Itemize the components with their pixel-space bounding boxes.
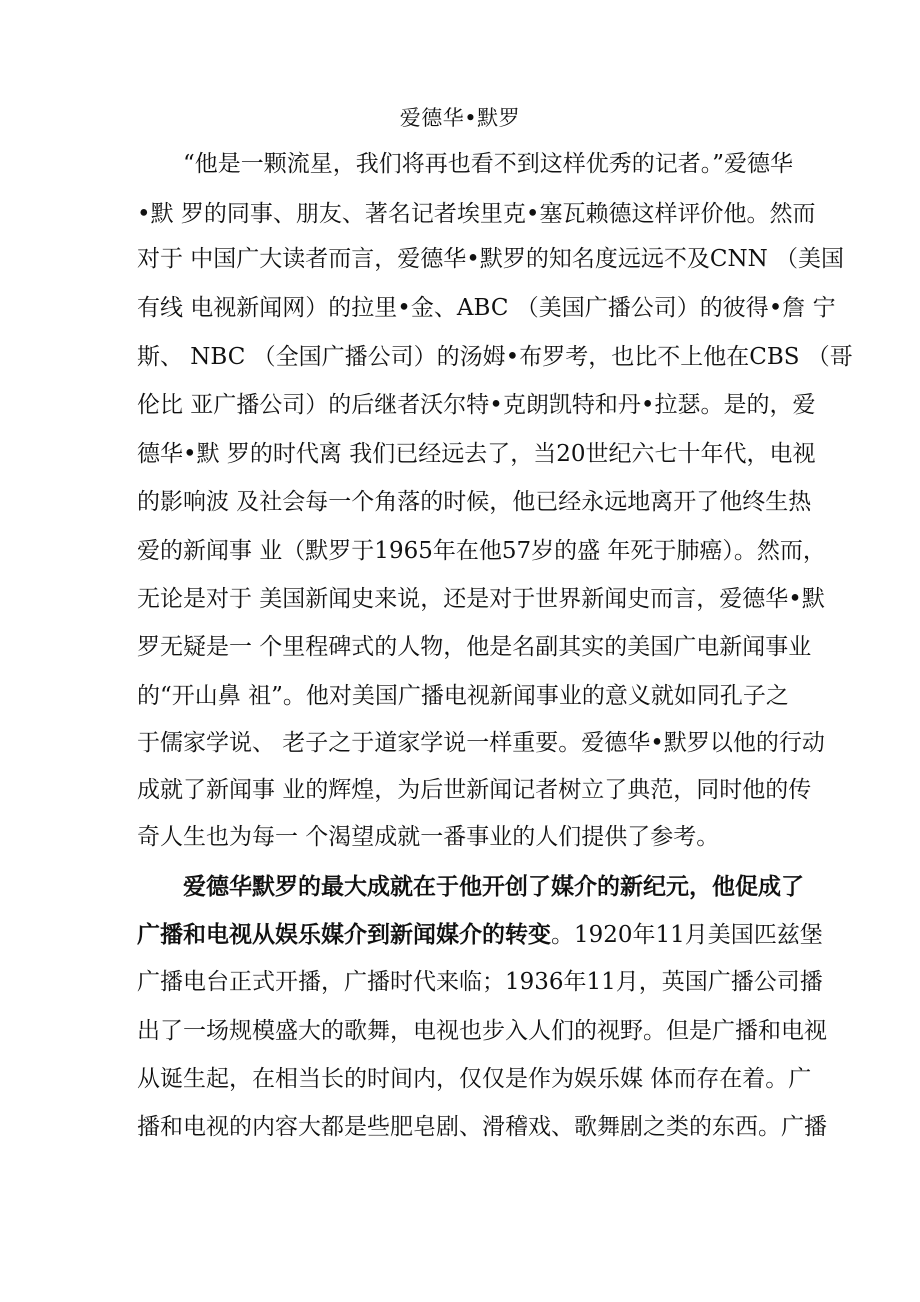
- document-title: 爱德华•默罗: [399, 106, 521, 130]
- paragraph-2-line-4: 出了一场规模盛大的歌舞，电视也步入人们的视野。但是广播和电视: [137, 1018, 827, 1044]
- paragraph-1-line-10: 无论是对于 美国新闻史来说，还是对于世界新闻史而言，爱德华•默: [137, 586, 825, 612]
- paragraph-1-line-5: 斯、 NBC （全国广播公司）的汤姆•布罗考，也比不上他在CBS （哥: [137, 344, 853, 370]
- paragraph-2-line-1: 爱德华默罗的最大成就在于他开创了媒介的新纪元，他促成了: [183, 873, 804, 900]
- paragraph-1-line-15: 奇人生也为每一 个渴望成就一番事业的人们提供了参考。: [137, 824, 720, 850]
- paragraph-1-line-9: 爱的新闻事 业（默罗于1965年在他57岁的盛 年死于肺癌）。然而，: [137, 538, 826, 564]
- paragraph-2-line-5: 从诞生起，在相当长的时间内，仅仅是作为娱乐媒 体而存在着。广: [137, 1066, 812, 1092]
- paragraph-1-line-1: “他是一颗流星，我们将再也看不到这样优秀的记者。”爱德华: [183, 151, 794, 177]
- paragraph-1-line-13: 于儒家学说、 老子之于道家学说一样重要。爱德华•默罗以他的行动: [137, 730, 825, 756]
- paragraph-1-line-3: 对于 中国广大读者而言，爱德华•默罗的知名度远远不及CNN （美国: [137, 246, 845, 272]
- paragraph-1-line-14: 成就了新闻事 业的辉煌，为后世新闻记者树立了典范，同时他的传: [137, 777, 812, 803]
- paragraph-2-line-3: 广播电台正式开播，广播时代来临；1936年11月，英国广播公司播: [137, 969, 823, 995]
- paragraph-2-bold-phrase: 广播和电视从娱乐媒介到新闻媒介的转变: [137, 921, 551, 948]
- paragraph-1-line-12: 的“开山鼻 祖”。他对美国广播电视新闻事业的意义就如同孔子之: [137, 683, 789, 709]
- paragraph-2-line-2: [137, 915, 823, 955]
- paragraph-1-line-4: 有线 电视新闻网）的拉里•金、ABC （美国广播公司）的彼得•詹 宁: [137, 295, 836, 321]
- paragraph-1-line-2: •默 罗的同事、朋友、著名记者埃里克•塞瓦赖德这样评价他。然而: [137, 201, 816, 227]
- paragraph-1-line-7: 德华•默 罗的时代离 我们已经远去了，当20世纪六七十年代，电视: [137, 441, 816, 467]
- paragraph-1-line-8: 的影响波 及社会每一个角落的时候，他已经永远地离开了他终生热: [137, 489, 812, 515]
- paragraph-1-line-11: 罗无疑是一 个里程碑式的人物，他是名副其实的美国广电新闻事业: [137, 634, 812, 660]
- paragraph-1-line-6: 伦比 亚广播公司）的后继者沃尔特•克朗凯特和丹•拉瑟。是的，爱: [137, 392, 816, 418]
- paragraph-2-line-6: 播和电视的内容大都是些肥皂剧、滑稽戏、歌舞剧之类的东西。广播: [137, 1114, 827, 1140]
- paragraph-2-line-2-rest: 。1920年11月美国匹兹堡: [551, 922, 823, 948]
